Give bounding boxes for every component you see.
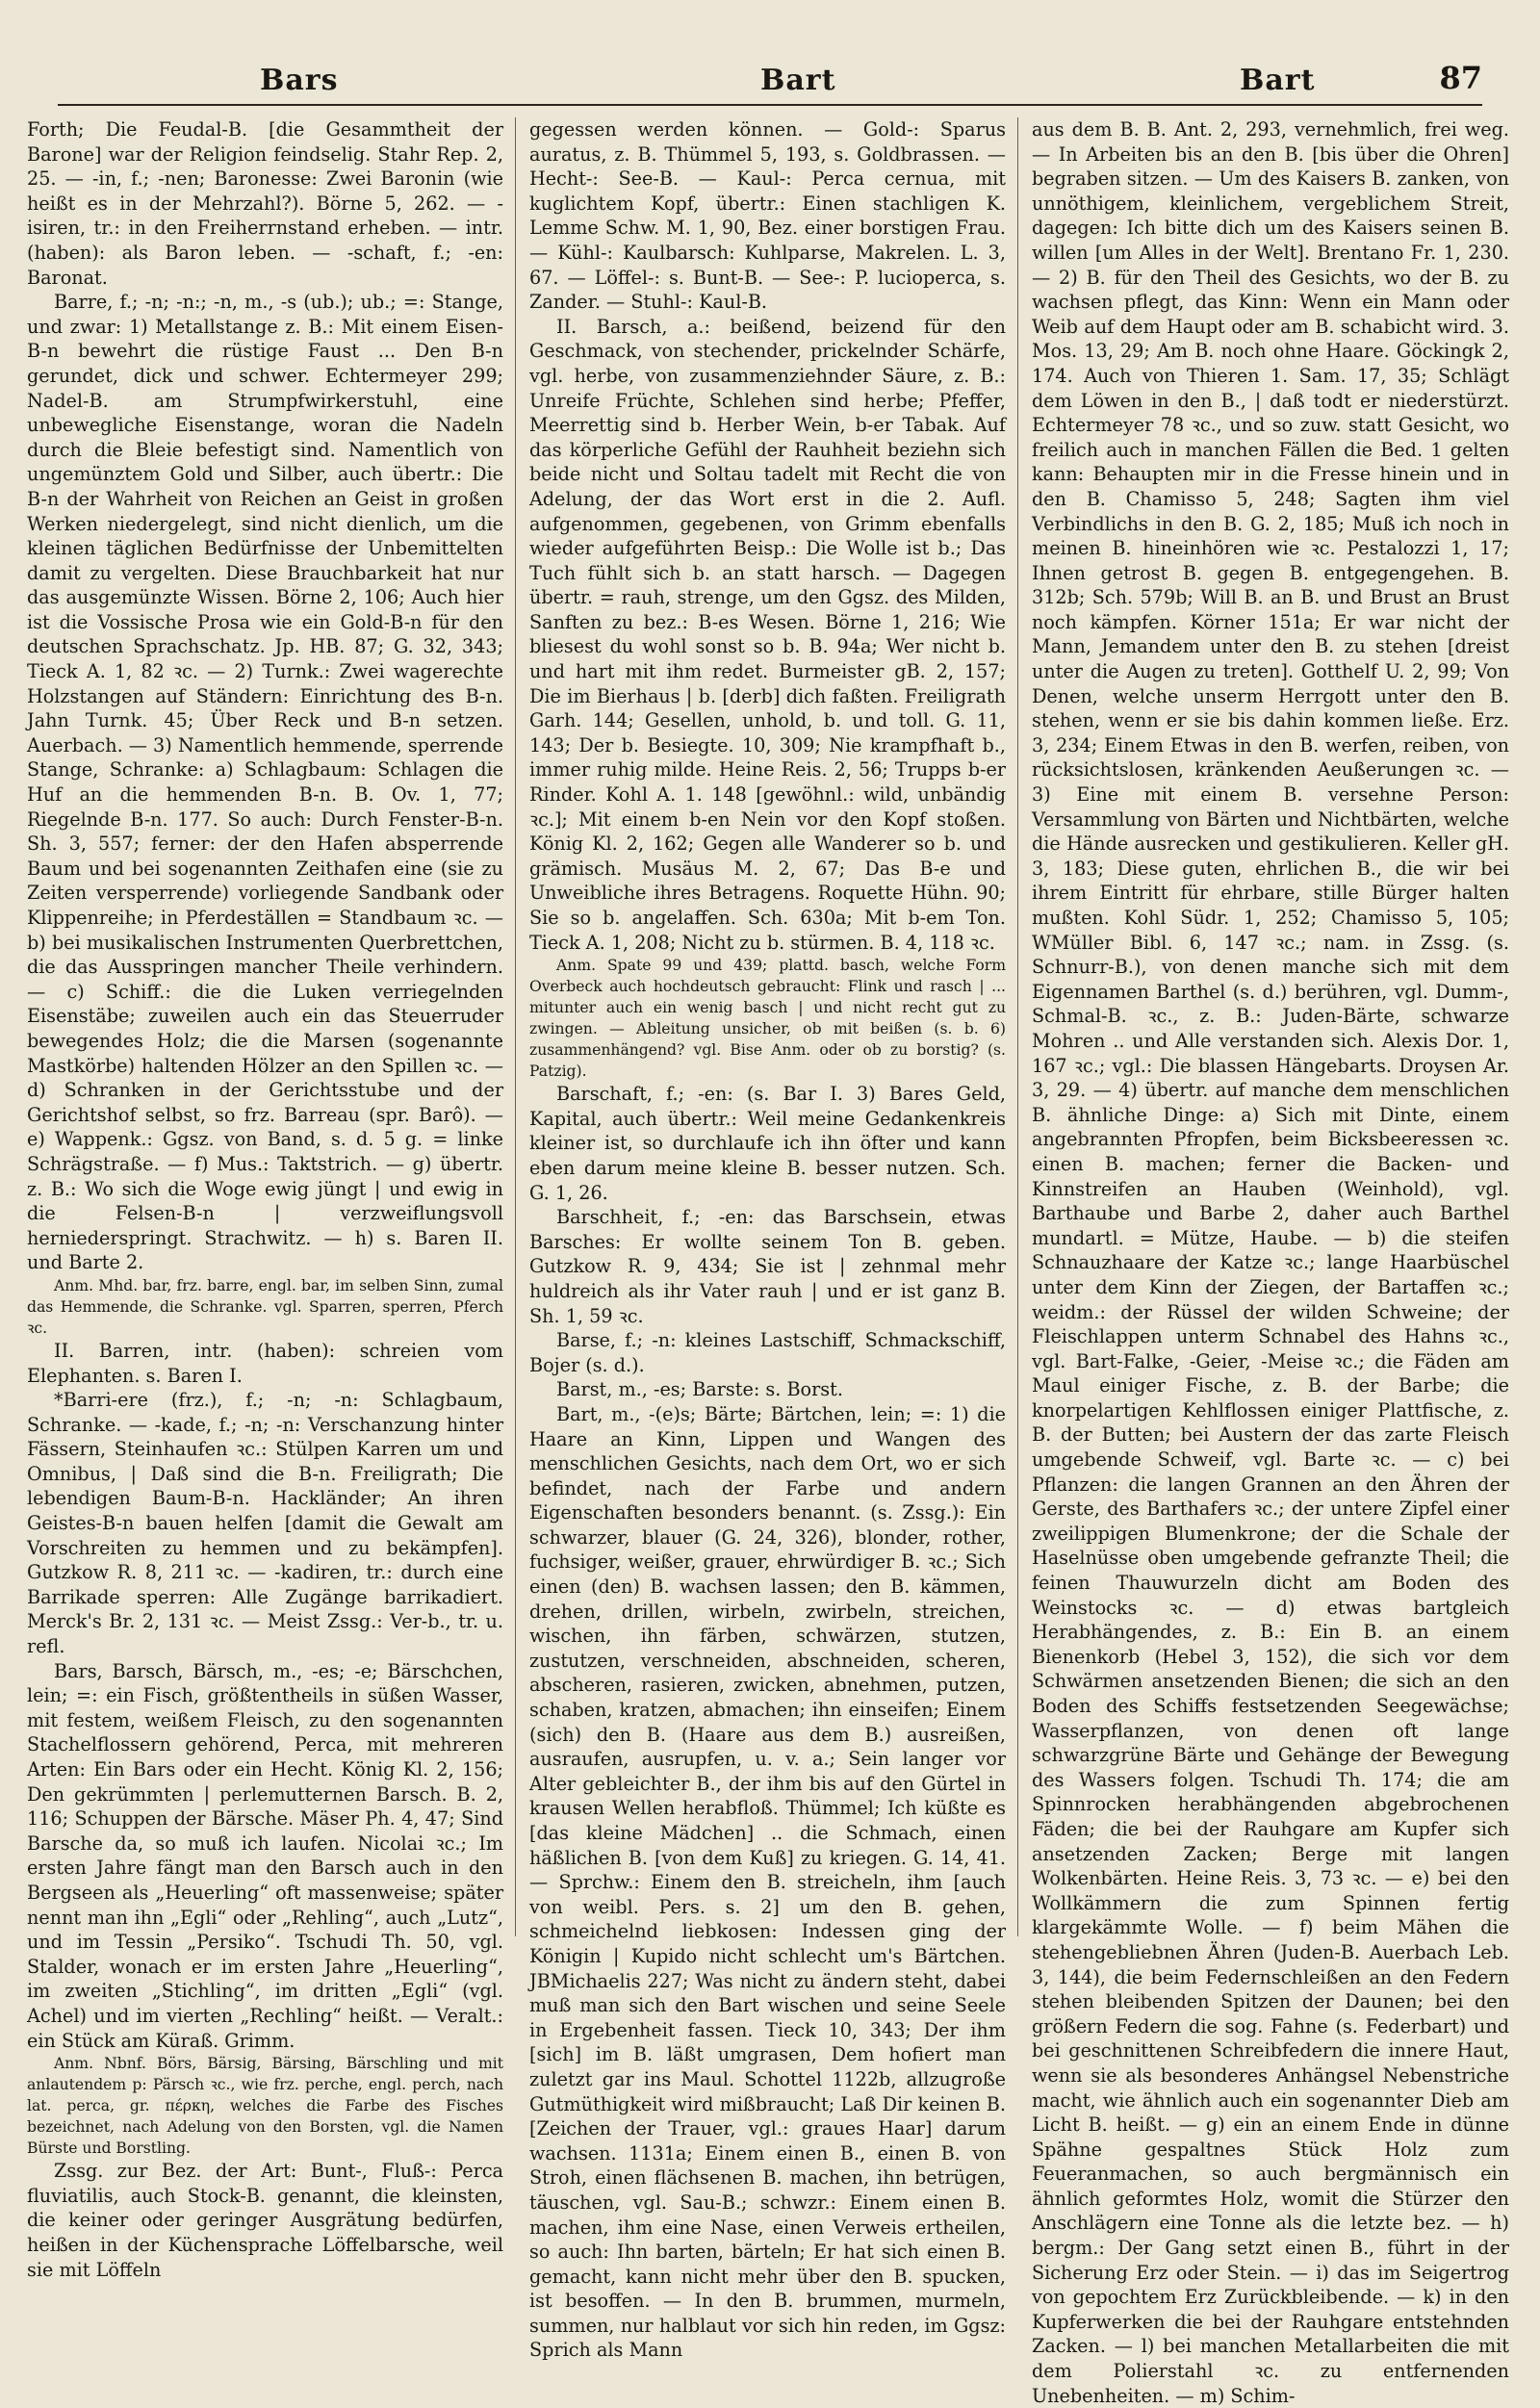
dictionary-paragraph: Anm. Mhd. bar, frz. barre, engl. bar, im selben Sinn, zumal das Hemmende, die Schranke. vgl. Sparren, sperren, Pferch ꝛc. bbox=[27, 1276, 503, 1337]
dictionary-paragraph: Barschheit, f.; -en: das Barschsein, etwas Barsches: Er wollte seinem Ton B. geben. Gutzkow R. 9, 434; Sie ist | zehnmal mehr huldreich als ihr Vater rauh | und er ist ganz B. Sh. 1, 59 ꝛc. bbox=[529, 1206, 1006, 1327]
dictionary-paragraph: Barre, f.; -n; -n:; -n, m., -s (ub.); ub.; =: Stange, und zwar: 1) Metallstange z. B.: Mit einem Eisen-B-n bewehrt die rüstige Faust ... Den B-n gerundet, dick und schwer. Echtermeyer 299; Nadel-B. am Strumpfwirkerstuhl, eine unbewegliche Eisenstange, woran die Nadeln durch die Bleie befestigt sind. Namentlich von ungemünztem Gold und Silber, auch übertr.: Die B-n der Wahrheit von Reichen an Geist in großen Werken niedergelegt, sind nicht dienlich, um die kleinen täglichen Bedürfnisse der Unbemittelten damit zu vergelten. Diese Brauchbarkeit hat nur das ausgemünzte Wissen. Börne 2, 106; Auch hier ist die Vossische Prosa wie ein Gold-B-n für den deutschen Sprachschatz. Jp. HB. 87; G. 32, 343; Tieck A. 1, 82 ꝛc. — 2) Turnk.: Zwei wagerechte Holzstangen auf Ständern: Einrichtung des B-n. Jahn Turnk. 45; Über Reck und B-n setzen. Auerbach. — 3) Namentlich hemmende, sperrende Stange, Schranke: a) Schlagbaum: Schlagen die Huf an die hemmenden B-n. B. Ov. 1, 77; Riegelnde B-n. 177. So auch: Durch Fenster-B-n. Sh. 3, 557; ferner: der den Hafen absperrende Baum und bei sogenannten Zeithafen eine (sie zu Zeiten versperrende) vorliegende Sandbank oder Klippenreihe; in Pferdeställen = Standbaum ꝛc. — b) bei musikalischen Instrumenten Querbrettchen, die das Ausspringen mancher Theile verhindern. — c) Schiff.: die die Luken verriegelnden Eisenstäbe; zuweilen auch ein das Steuerruder bewegendes Holz; die die Marsen (sogenannte Mastkörbe) haltenden Hölzer an den Spillen ꝛc. — d) Schranken in der Gerichtsstube und der Gerichtshof selbst, so frz. Barreau (spr. Barô). — e) Wappenk.: Ggsz. von Band, s. d. 5 g. = linke Schrägstraße. — f) Mus.: Taktstrich. — g) übertr. z. B.: Wo sich die Woge ewig jüngt | und ewig in die Felsen-B-n | verzweiflungsvoll herniederspringt. Strachwitz. — h) s. Baren II. und Barte 2. bbox=[27, 291, 503, 1274]
dictionary-paragraph: Barst, m., -es; Barste: s. Borst. bbox=[556, 1378, 843, 1401]
column-right bbox=[1032, 117, 1521, 2407]
column-left bbox=[27, 117, 516, 2281]
dictionary-paragraph: gegessen werden können. — Gold-: Sparus auratus, z. B. Thümmel 5, 193, s. Goldbrassen. — Hecht-: See-B. — Kaul-: Perca cernua, mit kuglichtem Kopf, übertr.: Einen stachligen K. Lemme Schw. M. 1, 90, Bez. einer borstigen Frau. — Kühl-: Kaulbarsch: Kuhlparse, Makrelen. L. 3, 67. — Löffel-: s. Bunt-B. — See-: P. lucioperca, s. Zander. — Stuhl-: Kaul-B. bbox=[529, 118, 1006, 314]
dictionary-paragraph: *Barri-ere (frz.), f.; -n; -n: Schlagbaum, Schranke. — -kade, f.; -n; -n: Verschanzung hinter Fässern, Steinhaufen ꝛc.: Stülpen Karren um und Omnibus, | Daß sind die B-n. Freiligrath; Die lebendigen Baum-B-n. Hackländer; An ihren Geistes-B-n bauen helfen [damit die Gewalt am Vorschreiten zu hemmen und zu bekämpfen]. Gutzkow R. 8, 211 ꝛc. — -kadiren, tr.: durch eine Barrikade sperren: Alle Zugänge barrikadiert. Merck's Br. 2, 131 ꝛc. — Meist Zssg.: Ver-b., tr. u. refl. bbox=[27, 1389, 503, 1658]
right-guide-word: Bart bbox=[1240, 64, 1316, 97]
dictionary-paragraph: Anm. Nbnf. Börs, Bärsig, Bärsing, Bärschling und mit anlautendem p: Pärsch ꝛc., wie frz. perche, engl. perch, nach lat. perca, gr. πέρκη, welches die Farbe des Fisches bezeichnet, nach Adelung von den Borsten, vgl. die Namen Bürste und Borstling. bbox=[27, 2055, 503, 2158]
center-guide-word: Bart bbox=[760, 64, 836, 97]
text-columns bbox=[27, 117, 1528, 2407]
dictionary-paragraph: Barschaft, f.; -en: (s. Bar I. 3) Bares Geld, Kapital, auch übertr.: Weil meine Gedankenkreis kleiner ist, so durchlaufe ich ihn öfter und kann eben darum meine kleine B. besser nutzen. Sch. G. 1, 26. bbox=[529, 1083, 1006, 1204]
page-number: 87 bbox=[1439, 60, 1482, 96]
dictionary-paragraph: Zssg. zur Bez. der Art: Bunt-, Fluß-: Perca fluviatilis, auch Stock-B. genannt, die kleinsten, die keiner oder geringer Ausgrätung bedürfen, heißen in der Küchensprache Löffelbarsche, weil sie mit Löffeln bbox=[27, 2160, 503, 2281]
dictionary-paragraph: II. Barren, intr. (haben): schreien vom Elephanten. s. Baren I. bbox=[27, 1339, 503, 1387]
dictionary-paragraph: Barse, f.; -n: kleines Lastschiff, Schmackschiff, Bojer (s. d.). bbox=[529, 1329, 1006, 1376]
dictionary-paragraph: Bart, m., -(e)s; Bärte; Bärtchen, lein; =: 1) die Haare an Kinn, Lippen und Wangen des menschlichen Gesichts, nach dem Ort, wo er sich befindet, nach der Farbe und andern Eigenschaften besonders benannt. (s. Zssg.): Ein schwarzer, blauer (G. 24, 326), blonder, rother, fuchsiger, weißer, grauer, ehrwürdiger B. ꝛc.; Sich einen (den) B. wachsen lassen; den B. kämmen, drehen, drillen, wirbeln, zwirbeln, streichen, wischen, ihn färben, schwärzen, stutzen, zustutzen, verschneiden, abschneiden, scheren, abscheren, rasieren, zwicken, abnehmen, putzen, schaben, kratzen, abmachen; ihn einseifen; Einem (sich) den B. (Haare aus dem B.) ausreißen, ausraufen, ausrupfen, u. v. a.; Sein langer vor Alter gebleichter B., der ihm bis auf den Gürtel in krausen Wellen herabfloß. Thümmel; Ich küßte es [das kleine Mädchen] .. die Schmach, einen häßlichen B. [von dem Kuß] zu kriegen. G. 14, 41. — Sprchw.: Einem den B. streicheln, ihm [auch von weibl. Pers. s. 2] um den B. gehen, schmeichelnd liebkosen: Indessen ging der Königin | Kupido nicht schlecht um's Bärtchen. JBMichaelis 227; Was nicht zu ändern steht, dabei muß man sich den Bart wischen und seine Seele in Ergebenheit fassen. Tieck 10, 343; Der ihm [sich] im B. läßt umgrasen, Dem hofiert man zuletzt gar ins Maul. Schottel 1122b, allzugroße Gutmüthigkeit wird mißbraucht; Laß Dir keinen B. [Zeichen der Trauer, vgl.: graues Haar] darum wachsen. 1131a; Einem einen B., einen B. von Stroh, einen flächsenen B. machen, ihn betrügen, täuschen, vgl. Sau-B.; schwzr.: Einem einen B. machen, ihm eine Nase, einen Verweis ertheilen, so auch: Ihn barten, bärteln; Er hat sich einen B. gemacht, kann nicht mehr über den B. spucken, ist besoffen. — In den B. brummen, murmeln, summen, nur halblaut vor sich hin reden, im Ggsz: Sprich als Mann bbox=[529, 1402, 1006, 2362]
page-header bbox=[58, 56, 1482, 106]
dictionary-paragraph: Bars, Barsch, Bärsch, m., -es; -e; Bärschchen, lein; =: ein Fisch, größtentheils in süßen Wasser, mit festem, weißem Fleisch, zu den sogenannten Stachelflossern gehörend, Perca, mit mehreren Arten: Ein Bars oder ein Hecht. König Kl. 2, 156; Den gekrümmten | perlemutternen Barsch. B. 2, 116; Schuppen der Bärsche. Mäser Ph. 4, 47; Sind Barsche da, so muß ich laufen. Nicolai ꝛc.; Im ersten Jahre fängt man den Barsch auch in den Bergseen als „Heuerling“ oft massenweise; später nennt man ihn „Egli“ oder „Rehling“, auch „Lutz“, und im Tessin „Persiko“. Tschudi Th. 50, vgl. Stalder, wonach er im ersten Jahre „Heuerling“, im zweiten „Stichling“, im dritten „Egli“ (vgl. Achel) und im vierten „Rechling“ heißt. — Veralt.: ein Stück am Küraß. Grimm. bbox=[27, 1659, 503, 2052]
left-guide-word: Bars bbox=[260, 64, 339, 97]
dictionary-paragraph: II. Barsch, a.: beißend, beizend für den Geschmack, von stechender, prickelnder Schärfe, vgl. herbe, von zusammenziehnder Säure, z. B.: Unreife Früchte, Schlehen sind herbe; Pfeffer, Meerrettig sind b. Herber Wein, b-er Tabak. Auf das körperliche Gefühl der Rauhheit beziehn sich beide nicht und Soltau tadelt mit Recht die von Adelung, der das Wort erst in die 2. Aufl. aufgenommen, gegebenen, von Grimm ebenfalls wieder aufgeführten Beisp.: Die Wolle ist b.; Das Tuch fühlt sich b. an statt harsch. — Dagegen übertr. = rauh, strenge, um den Ggsz. des Milden, Sanften zu bez.: B-es Wesen. Börne 1, 216; Wie bliesest du wohl sonst so b. B. 94a; Wer nicht b. und hart mit ihm redet. Burmeister gB. 2, 157; Die im Bierhaus | b. [derb] dich faßten. Freiligrath Garh. 144; Gesellen, unhold, b. und toll. G. 11, 143; Der b. Besiegte. 10, 309; Nie krampfhaft b., immer ruhig milde. Heine Reis. 2, 56; Trupps b-er Rinder. Kohl A. 1. 148 [gewöhnl.: wild, unbändig ꝛc.]; Mit einem b-en Nein vor den Kopf stoßen. König Kl. 2, 162; Gegen alle Wanderer so b. und grämisch. Musäus M. 2, 67; Das B-e und Unweibliche ihres Betragens. Roquette Hühn. 90; Sie so b. angelaffen. Sch. 630a; Mit b-em Ton. Tieck A. 1, 208; Nicht zu b. stürmen. B. 4, 118 ꝛc. bbox=[529, 315, 1006, 954]
dictionary-paragraph: aus dem B. B. Ant. 2, 293, vernehmlich, frei weg. — In Arbeiten bis an den B. [bis über die Ohren] begraben sitzen. — Um des Kaisers B. zanken, von unnöthigem, kleinlichem, vergeblichem Streit, dagegen: Ich bitte dich um des Kaisers seinen B. willen [um Alles in der Welt]. Brentano Fr. 1, 230. — 2) B. für den Theil des Gesichts, wo der B. zu wachsen pflegt, das Kinn: Wenn ein Mann oder Weib auf dem Haupt oder am B. schabicht wird. 3. Mos. 13, 29; Am B. noch ohne Haare. Göckingk 2, 174. Auch von Thieren 1. Sam. 17, 35; Schlägt dem Löwen in den B., | daß todt er niederstürzt. Echtermeyer 78 ꝛc., und so zuw. statt Gesicht, wo freilich auch in manchen Fällen die Bed. 1 gelten kann: Behaupten mir in die Fresse hinein und in den B. Chamisso 5, 248; Sagten ihm viel Verbindlichs in den B. G. 2, 185; Muß ich noch in meinen B. hineinhören wie ꝛc. Pestalozzi 1, 17; Ihnen getrost B. gegen B. entgegengehen. B. 312b; Sch. 579b; Will B. an B. und Brust an Brust noch kämpfen. Körner 151a; Er war nicht der Mann, Jemandem unter den B. zu stehen [dreist unter die Augen zu treten]. Gotthelf U. 2, 99; Von Denen, welche unserm Herrgott unter den B. stehen, wenn er sie bis dahin kommen ließe. Erz. 3, 234; Einem Etwas in den B. werfen, reiben, von rücksichtslosen, kränkenden Aeußerungen ꝛc. — 3) Eine mit einem B. versehne Person: Versammlung von Bärten und Nichtbärten, welche die Hände ausrecken und gestikulieren. Keller gH. 3, 183; Diese guten, ehrlichen B., die wir bei ihrem Eintritt für ehrbare, stille Bürger halten mußten. Kohl Südr. 1, 252; Chamisso 5, 105; WMüller Bibl. 6, 147 ꝛc.; nam. in Zssg. (s. Schnurr-B.), von denen manche sich mit dem Eigennamen Barthel (s. d.) berühren, vgl. Dumm-, Schmal-B. ꝛc., z. B.: Juden-Bärte, schwarze Mohren .. und Alle verstanden sich. Alexis Dor. 1, 167 ꝛc.; vgl.: Die blassen Hängebarts. Droysen Ar. 3, 29. — 4) übertr. auf manche dem menschlichen B. ähnliche Dinge: a) Sich mit Dinte, einem angebrannten Pfropfen, beim Bicksbeeressen ꝛc. einen B. machen; ferner die Backen- und Kinnstreifen an Hauben (Weinhold), vgl. Barthaube und Barbe 2, daher auch Barthel mundartl. = Mütze, Haube. — b) die steifen Schnauzhaare der Katze ꝛc.; lange Haarbüschel unter dem Kinn der Ziegen, der Bartaffen ꝛc.; weidm.: der Rüssel der wilden Schweine; der Fleischlappen unterm Schnabel des Hahns ꝛc., vgl. Bart-Falke, -Geier, -Meise ꝛc.; die Fäden am Maul einiger Fische, z. B. der Barbe; die knorpelartigen Kehlflossen einiger Plattfische, z. B. der Butten; bei Austern der das zarte Fleisch umgebende Schweif, vgl. Barte ꝛc. — c) bei Pflanzen: die langen Grannen an den Ähren der Gerste, des Barthafers ꝛc.; der untere Zipfel einer zweilippigen Blumenkrone; der die Schale der Haselnüsse oben umgebende gefranzte Theil; die feinen Thauwurzeln dicht am Boden des Weinstocks ꝛc. — d) etwas bartgleich Herabhängendes, z. B.: Ein B. an einem Bienenkorb (Hebel 3, 152), die sich vor dem Schwärmen ansetzenden Bienen; die sich an den Boden des Schiffs festsetzenden Seegewächse; Wasserpflanzen, von denen oft lange schwarzgrüne Bärte und Gehänge der Bewegung des Wassers folgen. Tschudi Th. 174; die am Spinnrocken herabhängenden abgebrochenen Fäden; die bei der Rauhgare am Kupfer sich ansetzenden Zacken; Berge mit langen Wolkenbärten. Heine Reis. 3, 73 ꝛc. — e) bei den Wollkämmern die zum Spinnen fertig klargekämmte Wolle. — f) beim Mähen die stehengebliebnen Ähren (Juden-B. Auerbach Leb. 3, 144), die beim Federnschleißen an den Federn stehen bleibenden Spitzen der Daunen; bei den größern Federn die sog. Fahne (s. Federbart) und bei geschnittenen Schreibfedern die innere Haut, wenn sie als besonderes Anhängsel Nebenstriche macht, wie ähnlich auch ein sogenannter Dieb am Licht B. heißt. — g) ein an einem Ende in dünne Spähne gespaltnes Stück Holz zum Feueranmachen, so auch bergmännisch ein ähnlich geformtes Holz, womit die Stürzer den Anschlägern eine Tonne als die letzte bez. — h) bergm.: Der Gang setzt einen B., führt in der Sicherung Erz oder Stein. — i) das im Seigertrog von gepochtem Erz Zurückbleibende. — k) in den Kupferwerken die bei der Rauhgare entstehnden Zacken. — l) bei manchen Metallarbeiten die mit dem Polierstahl ꝛc. zu entfernenden Unebenheiten. — m) Schim- bbox=[1032, 118, 1509, 2407]
dictionary-paragraph: Forth; Die Feudal-B. [die Gesammtheit der Barone] war der Religion feindselig. Stahr Rep. 2, 25. — -in, f.; -nen; Baronesse: Zwei Baronin (wie heißt es in der Mehrzahl?). Börne 5, 262. — -isiren, tr.: in den Freiherrnstand erheben. — intr. (haben): als Baron leben. — -schaft, f.; -en: Baronat. bbox=[27, 118, 503, 289]
dictionary-paragraph: Anm. Spate 99 und 439; plattd. basch, welche Form Overbeck auch hochdeutsch gebraucht: Flink und rasch | ... mitunter auch ein wenig basch | und nicht recht gut zu zwingen. — Ableitung unsicher, ob mit beißen (s. b. 6) zusammenhängend? vgl. Bise Anm. oder ob zu borstig? (s. Patzig). bbox=[529, 957, 1006, 1081]
column-middle bbox=[529, 117, 1018, 2362]
